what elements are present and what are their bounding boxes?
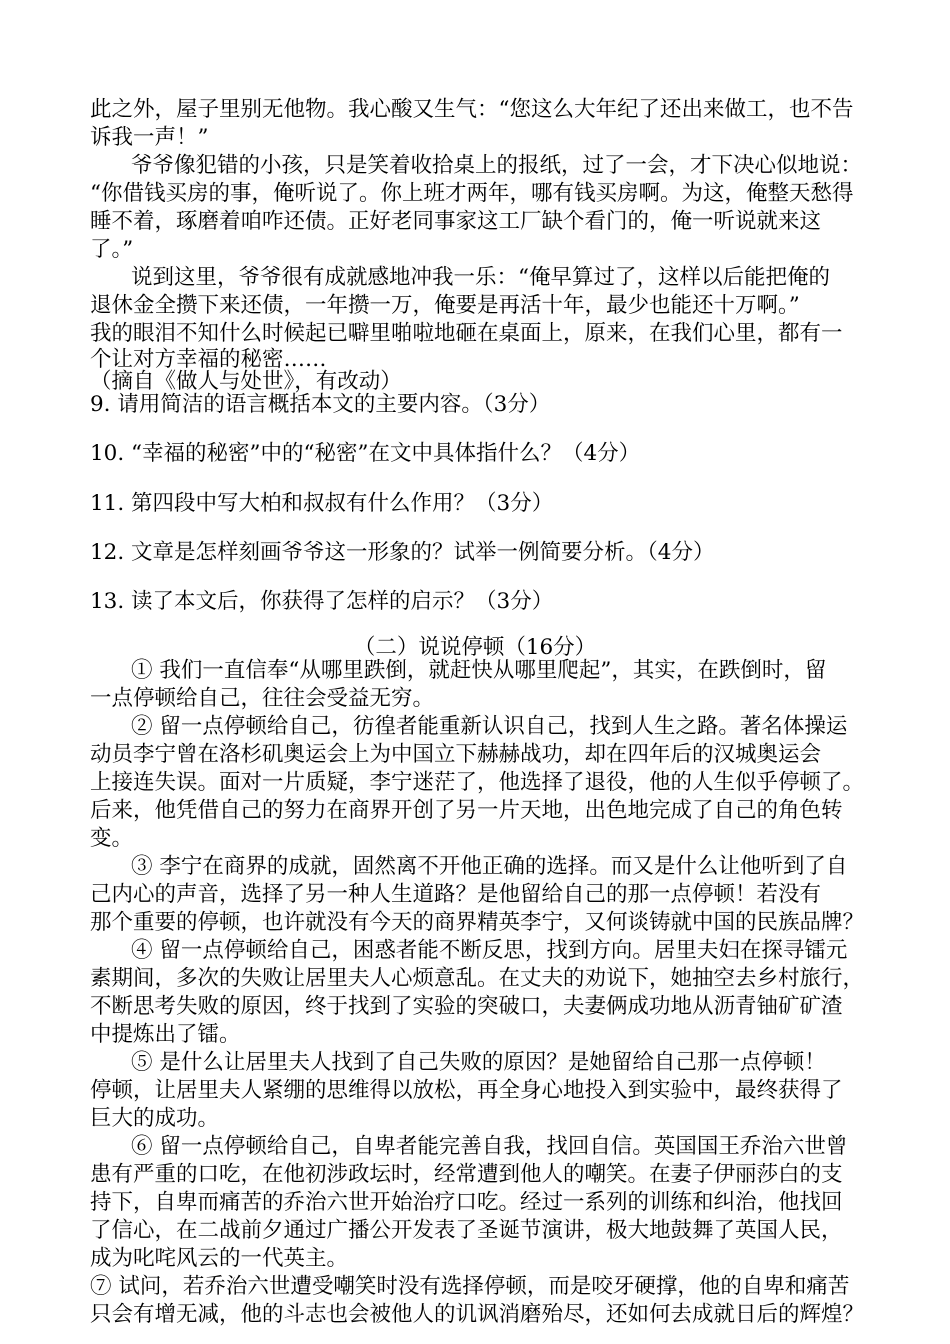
story-line: 诉我一声！” bbox=[90, 125, 209, 150]
question-10: 10. “幸福的秘密”中的“秘密”在文中具体指什么？（4分） bbox=[90, 441, 641, 466]
essay-line: ⑤ 是什么让居里夫人找到了自己失败的原因？是她留给自己那一点停顿！ bbox=[131, 1050, 826, 1075]
essay-line: 停顿，让居里夫人紧绷的思维得以放松，再全身心地投入到实验中，最终获得了 bbox=[90, 1078, 843, 1103]
essay-line: ① 我们一直信奉“从哪里跌倒，就赶快从哪里爬起”，其实，在跌倒时，留 bbox=[131, 658, 827, 683]
essay-line: 上接连失误。面对一片质疑，李宁迷茫了，他选择了退役，他的人生似乎停顿了。 bbox=[90, 770, 865, 795]
essay-line: 己内心的声音，选择了另一种人生道路？是他留给自己的那一点停顿！若没有 bbox=[90, 882, 822, 907]
essay-line: 成为叱咤风云的一代英主。 bbox=[90, 1246, 349, 1271]
story-line: 我的眼泪不知什么时候起已噼里啪啦地砸在桌面上，原来，在我们心里，都有一 bbox=[90, 321, 843, 346]
story-line: 个让对方幸福的秘密…… bbox=[90, 347, 327, 372]
essay-line: 了信心，在二战前夕通过广播公开发表了圣诞节演讲，极大地鼓舞了英国人民， bbox=[90, 1218, 843, 1243]
essay-line: 持下，自卑而痛苦的乔治六世开始治疗口吃。经过一系列的训练和纠治，他找回 bbox=[90, 1190, 843, 1215]
essay-line: ⑦ 试问，若乔治六世遭受嘲笑时没有选择停顿，而是咬牙硬撑，他的自卑和痛苦 bbox=[90, 1274, 850, 1299]
essay-line: ② 留一点停顿给自己，彷徨者能重新认识自己，找到人生之路。著名体操运 bbox=[131, 714, 848, 739]
section-title: （二）说说停顿（16分） bbox=[353, 635, 597, 660]
essay-line: 巨大的成功。 bbox=[90, 1106, 220, 1131]
essay-line: 只会有增无减，他的斗志也会被他人的讥讽消磨殆尽，还如何去成就日后的辉煌？ bbox=[90, 1302, 865, 1327]
story-line: 说到这里，爷爷很有成就感地冲我一乐：“俺早算过了，这样以后能把俺的 bbox=[131, 265, 830, 290]
source-citation: （摘自《做人与处世》，有改动） bbox=[90, 369, 402, 394]
essay-line: ③ 李宁在商界的成就，固然离不开他正确的选择。而又是什么让他听到了自 bbox=[131, 854, 848, 879]
essay-line: 动员李宁曾在洛杉矶奥运会上为中国立下赫赫战功，却在四年后的汉城奥运会 bbox=[90, 742, 822, 767]
essay-line: 中提炼出了镭。 bbox=[90, 1022, 241, 1047]
essay-line: 那个重要的停顿，也许就没有今天的商界精英李宁，又何谈铸就中国的民族品牌？ bbox=[90, 910, 865, 935]
question-12: 12. 文章是怎样刻画爷爷这一形象的？试举一例简要分析。（4分） bbox=[90, 540, 715, 565]
essay-line: 患有严重的口吃，在他初涉政坛时，经常遭到他人的嘲笑。在妻子伊丽莎白的支 bbox=[90, 1162, 843, 1187]
essay-line: 变。 bbox=[90, 826, 134, 851]
story-line: 爷爷像犯错的小孩，只是笑着收拾桌上的报纸，过了一会，才下决心似地说： bbox=[131, 153, 863, 178]
essay-line: ④ 留一点停顿给自己，困惑者能不断反思，找到方向。居里夫妇在探寻镭元 bbox=[131, 938, 848, 963]
question-13: 13. 读了本文后，你获得了怎样的启示？（3分） bbox=[90, 589, 554, 614]
story-line: “你借钱买房的事，俺听说了。你上班才两年，哪有钱买房啊。为这，俺整天愁得 bbox=[90, 181, 854, 206]
story-line: 了。” bbox=[90, 237, 134, 262]
story-line: 此之外，屋子里别无他物。我心酸又生气：“您这么大年纪了还出来做工，也不告 bbox=[90, 97, 854, 122]
essay-line: ⑥ 留一点停顿给自己，自卑者能完善自我，找回自信。英国国王乔治六世曾 bbox=[131, 1134, 848, 1159]
essay-line: 素期间，多次的失败让居里夫人心烦意乱。在丈夫的劝说下，她抽空去乡村旅行， bbox=[90, 966, 865, 991]
question-9: 9. 请用简洁的语言概括本文的主要内容。（3分） bbox=[90, 392, 551, 417]
story-line: 睡不着，琢磨着咱咋还债。正好老同事家这工厂缺个看门的，俺一听说就来这 bbox=[90, 209, 822, 234]
essay-line: 一点停顿给自己，往往会受益无穷。 bbox=[90, 686, 435, 711]
essay-line: 后来，他凭借自己的努力在商界开创了另一片天地，出色地完成了自己的角色转 bbox=[90, 798, 843, 823]
story-line: 退休金全攒下来还债，一年攒一万，俺要是再活十年，最少也能还十万啊。” bbox=[90, 293, 800, 318]
essay-line: 不断思考失败的原因，终于找到了实验的突破口，夫妻俩成功地从沥青铀矿矿渣 bbox=[90, 994, 843, 1019]
question-11: 11. 第四段中写大柏和叔叔有什么作用？（3分） bbox=[90, 491, 554, 516]
